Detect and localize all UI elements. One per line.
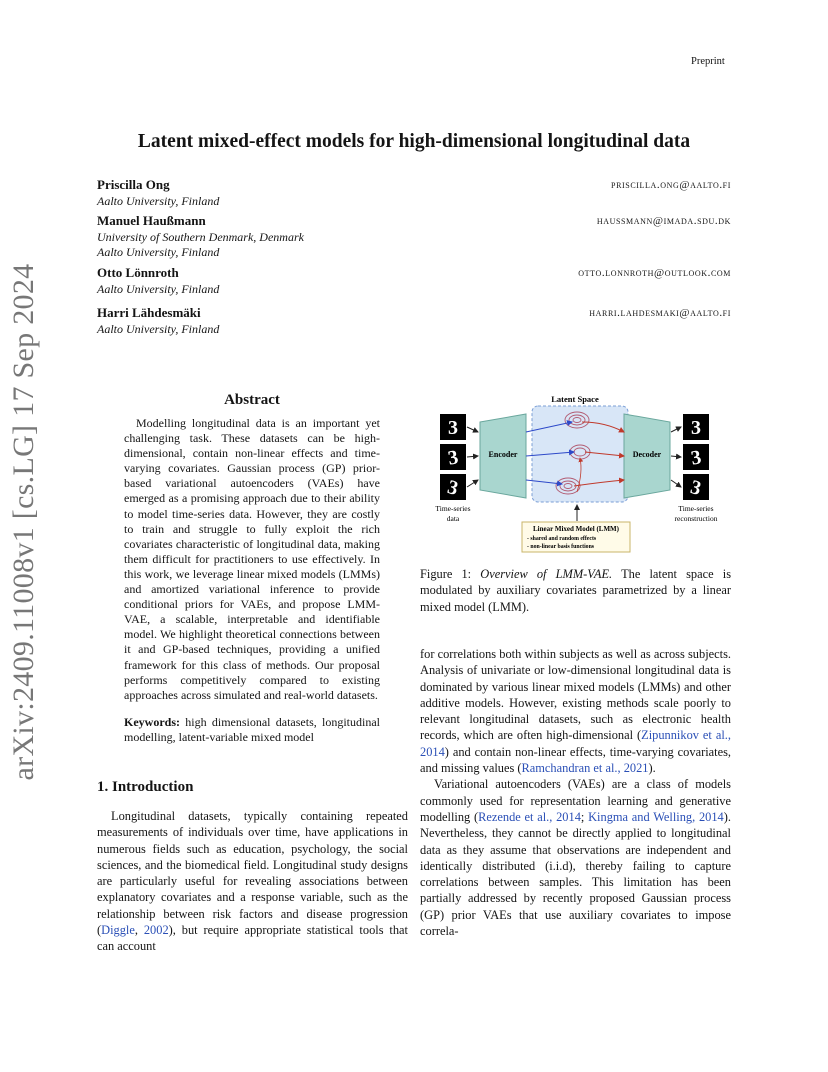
output-label: Time-series (678, 504, 714, 513)
author-affiliation: University of Southern Denmark, Denmark (97, 230, 304, 244)
encoder-label: Encoder (488, 450, 518, 459)
author-email[interactable]: priscilla.ong@aalto.fi (611, 179, 731, 191)
abstract-text: Modelling longitudinal data is an important yet challenging task. These datasets can be high-dimensional, contain non-linear effects and time-varying covariates. Gaussian process (GP) prior-based variational autoencoders (VAEs) have emerged as a promising approach due to their ability to model time-series data. However, they are costly to train and struggle to fully exploit the rich covariates characteristic of longitudinal data, making them difficult for practitioners to use effectively. In this work, we leverage linear mixed models (LMMs) and amortized variational inference to provide conditional priors for VAEs, and propose LMM-VAE, a scalable, interpretable and identifiable model. We highlight theoretical connections between it and GP-based techniques, providing a unified framework for this class of methods. Our proposal performs competitively compared to existing approaches across simulated and real-world datasets. (124, 416, 380, 702)
citation-link[interactable]: Kingma and Welling, 2014 (588, 809, 724, 824)
author-block (97, 176, 731, 209)
author-affiliation: Aalto University, Finland (97, 322, 220, 336)
decoder-label: Decoder (632, 450, 662, 459)
section-heading: 1. Introduction (97, 779, 194, 795)
text-span: ), but require appropriate statistical tools that can account (97, 923, 408, 954)
keywords (124, 715, 380, 745)
author-name: Manuel Haußmann (97, 213, 206, 228)
caption-text: The latent space is modulated by auxiliary covariates parametrized by a linear mixed model (LMM). (420, 567, 732, 614)
left-column-text (97, 808, 408, 955)
author-email[interactable]: harri.lahdesmaki@aalto.fi (589, 307, 731, 319)
paragraph (97, 808, 408, 955)
lmm-item: - non-linear basis functions (527, 544, 595, 550)
author-email[interactable]: otto.lonnroth@outlook.com (578, 267, 731, 279)
text-span: for correlations both within subjects as well as across subjects. Analysis of univariate or low-dimensional longitudinal data is dominated by various linear mixed models (LMMs) and other additive models. However, existing methods scale poorly to relevant longitudinal datasets, such as electronic health records, which are often high-dimensional ( (420, 647, 731, 743)
input-label: data (446, 514, 460, 523)
paragraph (420, 646, 731, 776)
latent-space-label: Latent Space (551, 394, 599, 404)
author-affiliation: Aalto University, Finland (97, 282, 220, 296)
text-span: ; (580, 809, 589, 824)
lmm-item: - shared and random effects (527, 536, 597, 542)
citation-link[interactable]: Diggle (101, 923, 135, 938)
author-block (97, 212, 731, 260)
author-email[interactable]: haussmann@imada.sdu.dk (596, 215, 731, 227)
caption-italic: Overview of LMM-VAE. (480, 567, 613, 581)
figure-caption (420, 566, 731, 615)
author-name: Otto Lönnroth (97, 265, 179, 280)
citation-link[interactable]: Zipunnikov et al., 2014 (420, 728, 731, 759)
keywords-text: high dimensional datasets, longitudinal modelling, latent-variable mixed model (124, 715, 381, 745)
digit-glyph: 3 (691, 417, 701, 439)
digit-glyph: 3 (688, 476, 704, 500)
text-span: , (134, 923, 144, 938)
figure-1 (420, 392, 731, 558)
paper-title: Latent mixed-effect models for high-dimensional longitudinal data (137, 131, 691, 152)
text-span: ). (648, 761, 656, 776)
author-affiliation: Aalto University, Finland (97, 245, 220, 259)
digit-glyph: 3 (689, 446, 704, 470)
output-label: reconstruction (674, 514, 718, 523)
keywords-label: Keywords: (124, 715, 180, 729)
digit-glyph: 3 (445, 476, 461, 500)
input-label: Time-series (435, 504, 471, 513)
arxiv-identifier[interactable]: arXiv:2409.11008v1 [cs.LG] 17 Sep 2024 (7, 263, 40, 781)
author-block (97, 264, 731, 297)
author-affiliation: Aalto University, Finland (97, 194, 220, 208)
caption-prefix: Figure 1: (420, 567, 481, 581)
citation-link[interactable]: 2002 (143, 923, 169, 938)
text-span: ) and contain non-linear effects, time-varying covariates, and missing values ( (420, 744, 731, 776)
preprint-label: Preprint (691, 56, 725, 67)
citation-link[interactable]: Ramchandran et al., 2021 (521, 761, 649, 776)
text-span: Variational autoencoders (VAEs) are a class of models commonly used for representation learning and generative modelling ( (420, 777, 731, 824)
citation-link[interactable]: Rezende et al., 2014 (478, 809, 581, 824)
right-column-text (420, 646, 731, 939)
digit-glyph: 3 (448, 417, 458, 439)
author-name: Harri Lähdesmäki (97, 305, 201, 320)
lmm-title: Linear Mixed Model (LMM) (533, 525, 619, 533)
author-name: Priscilla Ong (97, 177, 170, 192)
text-span: Longitudinal datasets, typically containing repeated measurements of individuals over time, have applications in numerous fields such as education, psychology, the social sciences, and the biomedical field. Longitudinal study designs are particularly useful for revealing associations between explanatory covariates and a response variable, such as the relationship between risk factors and disease progression ( (97, 809, 408, 938)
text-span: ). Nevertheless, they cannot be directly applied to longitudinal data as they assume that observations are independent and identically distributed (i.i.d), thereby failing to capture correlations between samples. This limitation has been partially addressed by recently proposed Gaussian process (GP) prior VAEs that use auxiliary covariates to impose correla- (420, 809, 731, 939)
author-block (97, 304, 731, 337)
paragraph (420, 776, 731, 939)
abstract-heading: Abstract (224, 392, 280, 408)
digit-glyph: 3 (446, 446, 461, 470)
